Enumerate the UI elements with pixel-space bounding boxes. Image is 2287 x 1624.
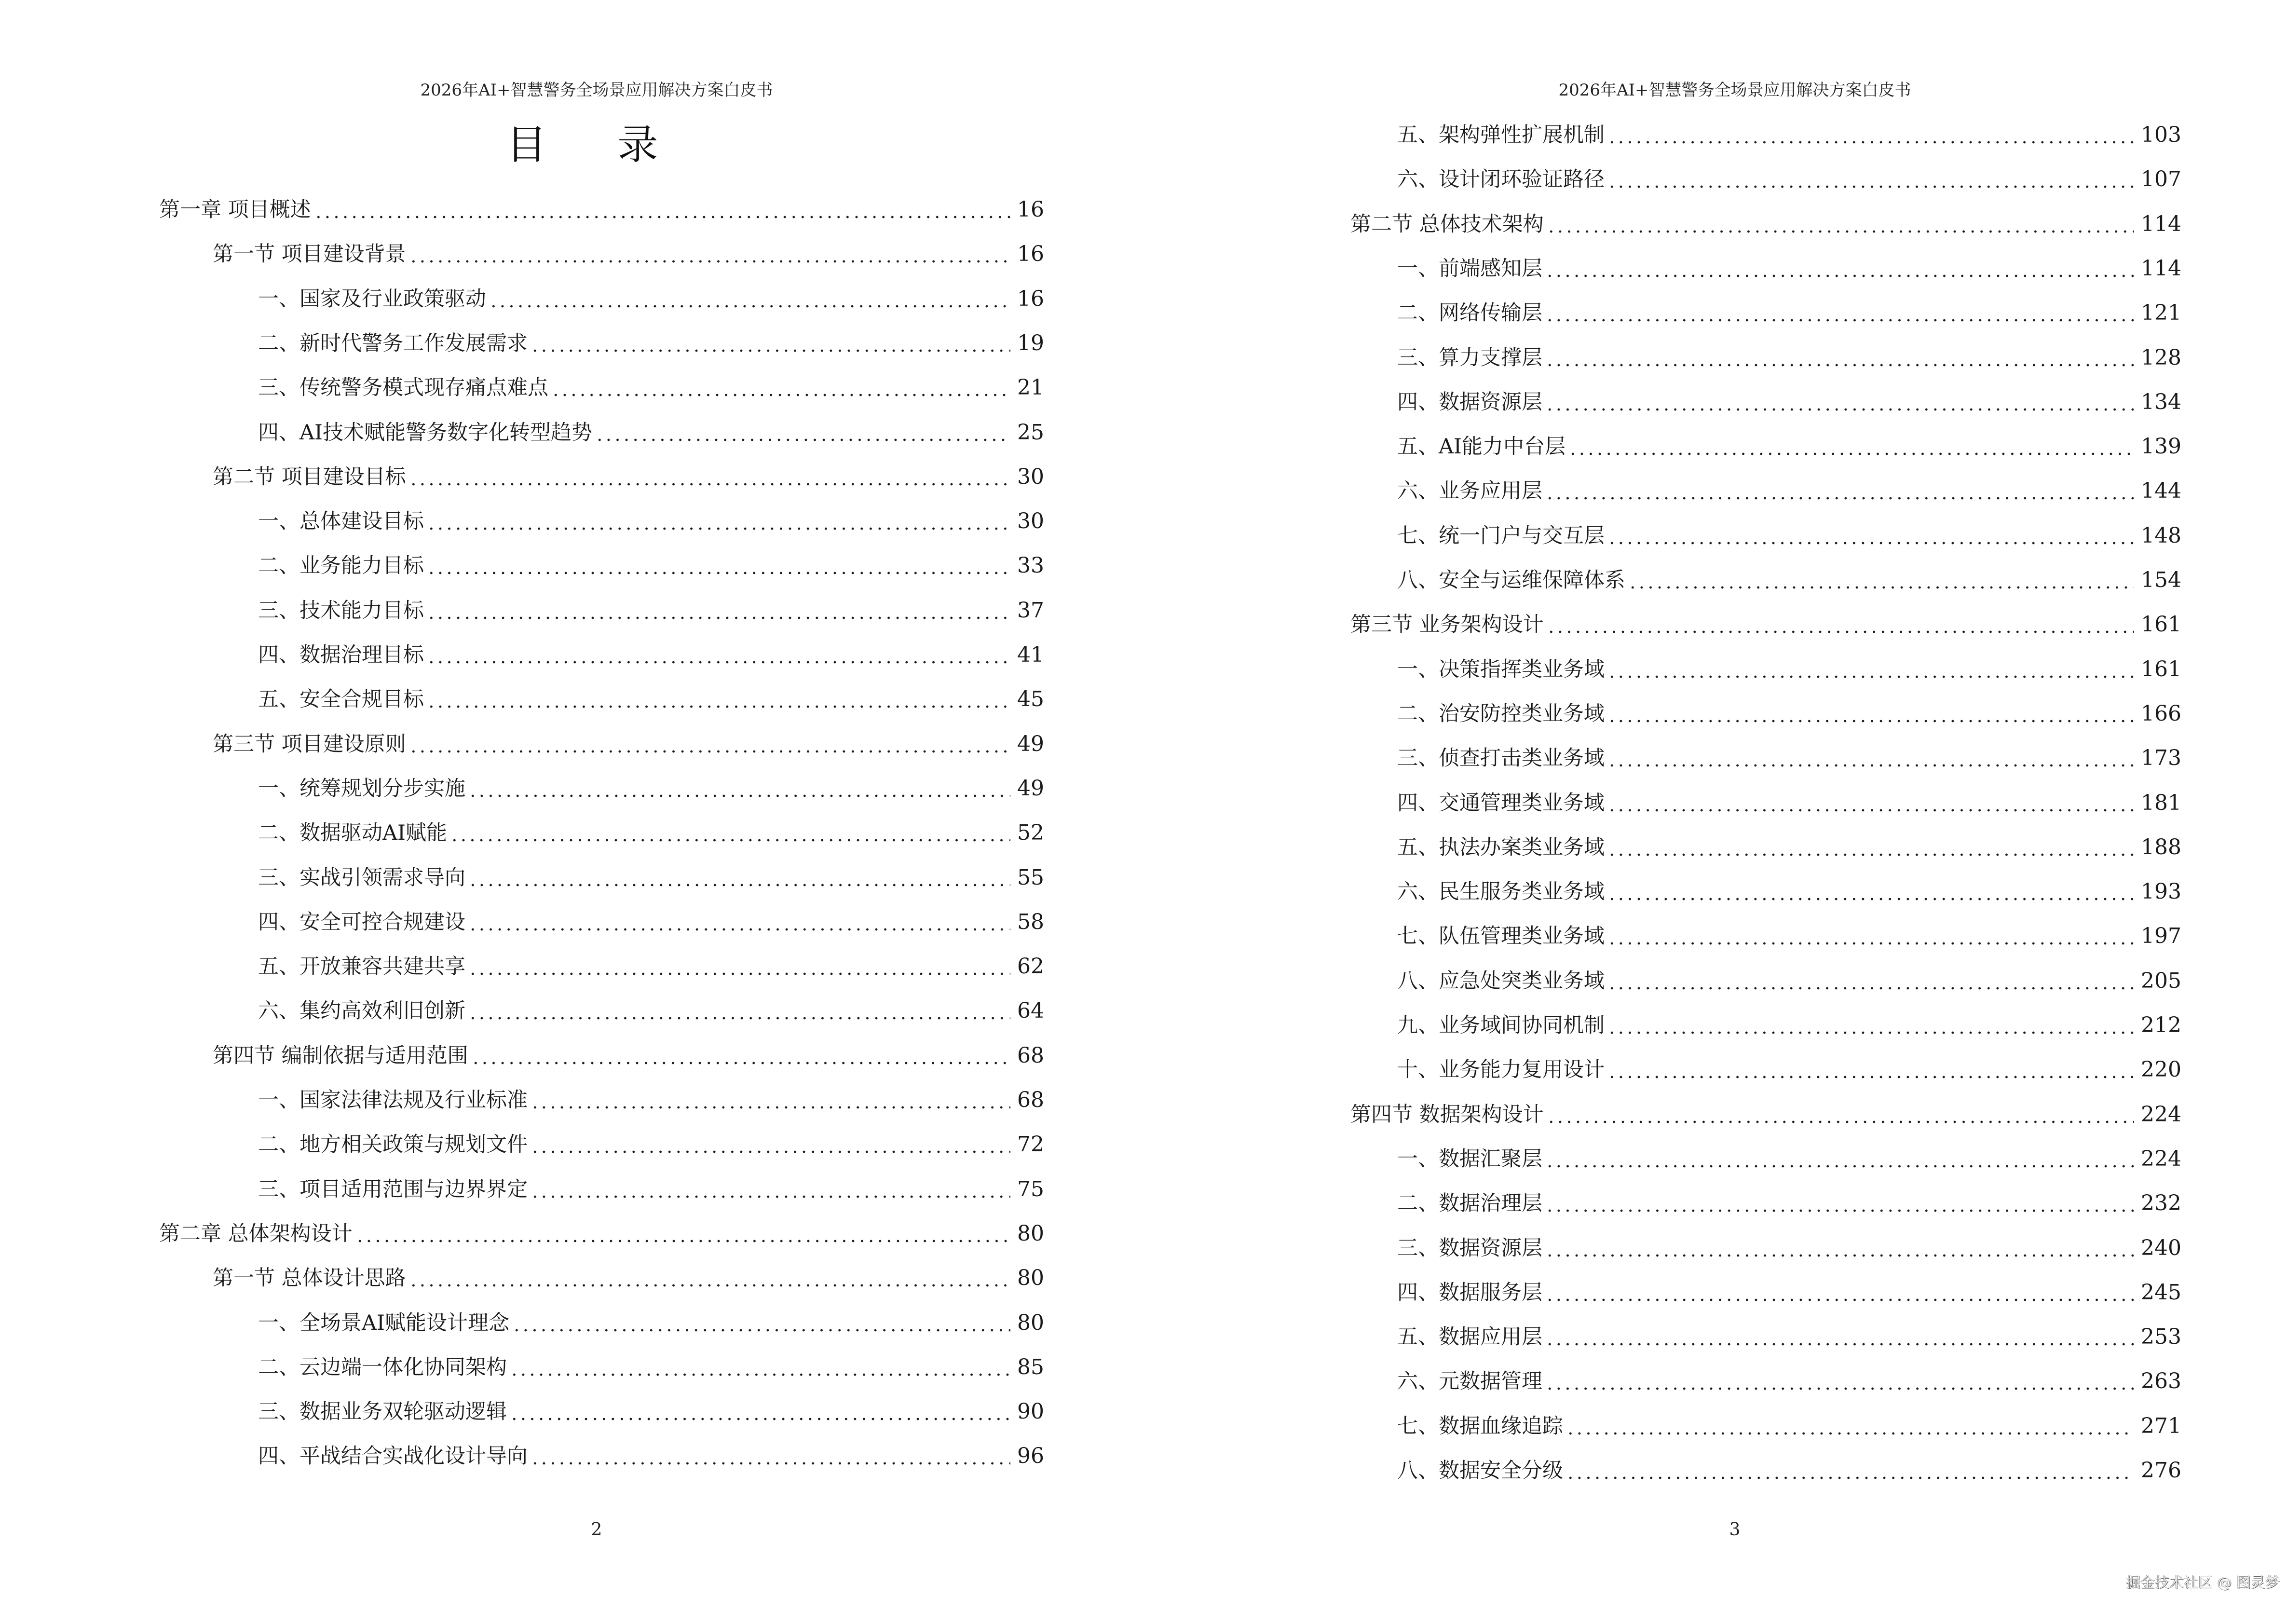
toc-entry-page-number: 75 [1017,1176,1044,1201]
dot-leader [1607,922,2134,951]
toc-entry-page-number: 37 [1017,598,1044,623]
dot-leader [489,285,1010,314]
dot-leader [427,507,1010,536]
toc-entry-label: 五、开放兼容共建共享 [258,955,465,979]
dot-leader [1545,254,2134,283]
toc-entry-page-number: 107 [2141,167,2181,192]
dot-leader [1607,121,2134,150]
dot-leader [595,418,1010,447]
toc-entry-page-number: 85 [1017,1354,1044,1379]
toc-subsection-entry[interactable] [1397,922,2181,951]
toc-subsection-entry[interactable] [1397,165,2181,194]
toc-entry-label: 第一章 项目概述 [159,198,311,222]
toc-entry-label: 二、数据治理层 [1397,1191,1542,1216]
toc-subsection-entry[interactable] [258,507,1044,536]
dot-leader [551,373,1010,402]
toc-entry-label: 二、网络传输层 [1397,301,1542,326]
toc-entry-label: 第三节 业务架构设计 [1350,613,1544,637]
toc-entry-label: 五、执法办案类业务域 [1397,835,1605,860]
toc-entry-label: 四、平战结合实战化设计导向 [258,1444,528,1469]
dot-leader [427,596,1010,625]
toc-subsection-entry[interactable] [1397,699,2181,728]
toc-subsection-entry[interactable] [1397,1412,2181,1441]
toc-entry-label: 九、业务域间协同机制 [1397,1013,1605,1037]
toc-entry-page-number: 128 [2141,345,2181,370]
toc-entry-page-number: 173 [2141,746,2181,771]
dot-leader [1547,1100,2134,1129]
toc-entry-page-number: 220 [2141,1057,2181,1082]
dot-leader [531,1130,1010,1159]
toc-entry-page-number: 181 [2141,790,2181,815]
toc-subsection-entry[interactable] [258,774,1044,803]
toc-subsection-entry[interactable] [1397,1145,2181,1174]
toc-entry-page-number: 68 [1017,1088,1044,1112]
toc-entry-page-number: 80 [1017,1310,1044,1335]
toc-subsection-entry[interactable] [258,996,1044,1025]
toc-subsection-entry[interactable] [258,1175,1044,1204]
toc-entry-label: 第一节 总体设计思路 [213,1266,406,1291]
dot-leader [409,1264,1010,1293]
toc-entry-label: 六、民生服务类业务域 [1397,880,1605,904]
toc-entry-label: 四、安全可控合规建设 [258,910,465,934]
toc-entry-label: 六、业务应用层 [1397,479,1542,504]
toc-subsection-entry[interactable] [258,908,1044,937]
toc-entry-page-number: 49 [1017,731,1044,756]
dot-leader [1545,1234,2134,1263]
dot-leader [531,1086,1010,1115]
toc-entry-label: 七、数据血缘追踪 [1397,1414,1563,1438]
toc-subsection-entry[interactable] [1397,1011,2181,1040]
page-number: 2 [591,1520,602,1540]
toc-entry-label: 三、数据资源层 [1397,1236,1542,1260]
toc-entry-page-number: 19 [1017,330,1044,355]
toc-entry-label: 八、安全与运维保障体系 [1397,568,1625,592]
toc-entry-label: 三、传统警务模式现存痛点难点 [258,376,548,400]
toc-section-entry[interactable] [213,1041,1044,1070]
toc-entry-label: 第二节 总体技术架构 [1350,212,1544,236]
dot-leader [531,1175,1010,1204]
toc-entry-label: 第一节 项目建设背景 [213,242,406,267]
toc-subsection-entry[interactable] [1397,877,2181,906]
toc-entry-page-number: 62 [1017,954,1044,979]
toc-entry-label: 一、统筹规划分步实施 [258,776,465,801]
toc-entry-label: 六、设计闭环验证路径 [1397,167,1605,192]
dot-leader [1545,1323,2134,1351]
toc-entry-label: 三、项目适用范围与边界界定 [258,1177,528,1201]
dot-leader [468,996,1010,1025]
toc-subsection-entry[interactable] [1397,343,2181,372]
toc-entry-page-number: 55 [1017,865,1044,890]
toc-entry-page-number: 161 [2141,612,2181,637]
toc-title: 目 录 [506,121,687,168]
dot-leader [1628,566,2134,595]
toc-entry-label: 三、技术能力目标 [258,598,424,623]
toc-entry-page-number: 154 [2141,568,2181,592]
dot-leader [427,685,1010,714]
toc-entry-page-number: 103 [2141,123,2181,147]
toc-entry-page-number: 240 [2141,1235,2181,1260]
dot-leader [409,730,1010,759]
dot-leader [1566,1456,2134,1485]
toc-entry-page-number: 68 [1017,1043,1044,1068]
dot-leader [1607,744,2134,773]
toc-entry-page-number: 80 [1017,1266,1044,1291]
dot-leader [314,195,1010,224]
toc-entry-page-number: 166 [2141,701,2181,726]
toc-entry-label: 一、国家及行业政策驱动 [258,287,486,311]
dot-leader [1545,1367,2134,1396]
dot-leader [1545,1189,2134,1218]
dot-leader [1607,699,2134,728]
dot-leader [468,863,1010,892]
toc-entry-label: 第四节 编制依据与适用范围 [213,1043,468,1068]
toc-entry-label: 五、AI能力中台层 [1397,435,1566,459]
toc-subsection-entry[interactable] [1397,1278,2181,1307]
toc-entry-page-number: 114 [2141,256,2181,281]
toc-entry-label: 五、架构弹性扩展机制 [1397,123,1605,147]
toc-entry-page-number: 276 [2141,1458,2181,1483]
running-header: 2026年AI+智慧警务全场景应用解决方案白皮书 [420,81,773,100]
toc-entry-page-number: 205 [2141,968,2181,993]
toc-subsection-entry[interactable] [258,329,1044,358]
toc-entry-page-number: 197 [2141,924,2181,949]
toc-subsection-entry[interactable] [1397,1234,2181,1263]
toc-entry-page-number: 161 [2141,656,2181,682]
dot-leader [427,641,1010,669]
toc-entry-page-number: 139 [2141,434,2181,459]
toc-section-entry[interactable] [213,1264,1044,1293]
toc-subsection-entry[interactable] [1397,388,2181,417]
toc-entry-page-number: 232 [2141,1191,2181,1216]
toc-entry-label: 第三节 项目建设原则 [213,732,406,756]
toc-entry-label: 一、决策指挥类业务域 [1397,657,1605,682]
toc-entry-label: 一、数据汇聚层 [1397,1146,1542,1171]
toc-entry-label: 四、数据治理目标 [258,643,424,667]
toc-entry-page-number: 90 [1017,1399,1044,1424]
toc-entry-label: 六、元数据管理 [1397,1369,1542,1394]
toc-section-entry[interactable] [213,240,1044,269]
toc-subsection-entry[interactable] [1397,1367,2181,1396]
dot-leader [1545,388,2134,417]
toc-entry-label: 三、侦查打击类业务域 [1397,746,1605,771]
toc-entry-page-number: 224 [2141,1146,2181,1171]
dot-leader [450,819,1010,847]
toc-entry-page-number: 212 [2141,1013,2181,1037]
toc-subsection-entry[interactable] [258,373,1044,402]
toc-subsection-entry[interactable] [258,1086,1044,1115]
toc-entry-label: 二、业务能力目标 [258,554,424,578]
toc-entry-page-number: 114 [2141,211,2181,236]
dot-leader [1607,1055,2134,1084]
toc-subsection-entry[interactable] [1397,655,2181,684]
running-header: 2026年AI+智慧警务全场景应用解决方案白皮书 [1558,81,1911,100]
toc-entry-label: 八、数据安全分级 [1397,1459,1563,1483]
toc-subsection-entry[interactable] [1397,1055,2181,1084]
toc-entry-page-number: 64 [1017,998,1044,1024]
toc-entry-page-number: 271 [2141,1413,2181,1438]
toc-subsection-entry[interactable] [258,1309,1044,1337]
toc-subsection-entry[interactable] [258,819,1044,847]
dot-leader [1545,1278,2134,1307]
toc-entry-page-number: 253 [2141,1324,2181,1350]
toc-entry-page-number: 263 [2141,1369,2181,1394]
dot-leader [1545,299,2134,328]
page-number: 3 [1729,1520,1741,1540]
toc-subsection-entry[interactable] [258,1130,1044,1159]
toc-subsection-entry[interactable] [258,418,1044,447]
toc-entry-label: 二、云边端一体化协同架构 [258,1355,507,1379]
toc-entry-page-number: 148 [2141,523,2181,548]
toc-entry-page-number: 16 [1017,197,1044,222]
toc-entry-page-number: 72 [1017,1132,1044,1157]
toc-entry-page-number: 45 [1017,687,1044,712]
toc-entry-label: 第四节 数据架构设计 [1350,1102,1544,1127]
toc-entry-label: 四、数据服务层 [1397,1280,1542,1305]
dot-leader [531,1442,1010,1471]
dot-leader [427,551,1010,580]
toc-entry-label: 一、总体建设目标 [258,509,424,534]
toc-entry-label: 四、交通管理类业务域 [1397,791,1605,815]
toc-section-entry[interactable] [213,730,1044,759]
dot-leader [409,240,1010,269]
toc-section-entry[interactable] [1350,210,2181,239]
dot-leader [1607,967,2134,996]
dot-leader [1545,343,2134,372]
dot-leader [1607,877,2134,906]
toc-chapter-entry[interactable] [159,1219,1044,1248]
toc-entry-label: 一、前端感知层 [1397,256,1542,281]
toc-subsection-entry[interactable] [1397,833,2181,862]
toc-entry-label: 五、数据应用层 [1397,1325,1542,1350]
toc-entry-page-number: 30 [1017,509,1044,534]
toc-entry-page-number: 49 [1017,776,1044,801]
toc-entry-page-number: 224 [2141,1102,2181,1127]
dot-leader [1547,210,2134,239]
toc-entry-label: 五、安全合规目标 [258,687,424,712]
toc-entry-label: 一、国家法律法规及行业标准 [258,1088,528,1112]
page-3 [1144,0,2287,1624]
toc-subsection-entry[interactable] [1397,967,2181,996]
toc-entry-label: 六、集约高效利旧创新 [258,999,465,1024]
toc-entry-label: 一、全场景AI赋能设计理念 [258,1310,510,1335]
dot-leader [510,1397,1010,1426]
toc-subsection-entry[interactable] [1397,432,2181,461]
dot-leader [1607,165,2134,194]
toc-entry-label: 二、治安防控类业务域 [1397,701,1605,726]
dot-leader [1607,1011,2134,1040]
toc-entry-page-number: 58 [1017,909,1044,934]
toc-section-entry[interactable] [1350,610,2181,639]
toc-subsection-entry[interactable] [1397,789,2181,818]
dot-leader [1607,655,2134,684]
toc-entry-page-number: 193 [2141,879,2181,904]
toc-subsection-entry[interactable] [258,641,1044,669]
toc-entry-page-number: 33 [1017,553,1044,578]
toc-subsection-entry[interactable] [258,551,1044,580]
toc-subsection-entry[interactable] [1397,254,2181,283]
dot-leader [510,1353,1010,1382]
dot-leader [512,1309,1010,1337]
toc-entry-page-number: 144 [2141,478,2181,504]
toc-subsection-entry[interactable] [1397,1456,2181,1485]
dot-leader [1568,432,2134,461]
toc-entry-label: 第二章 总体架构设计 [159,1221,353,1246]
toc-entry-page-number: 245 [2141,1280,2181,1305]
dot-leader [1545,1145,2134,1174]
toc-entry-label: 三、实战引领需求导向 [258,865,465,890]
toc-subsection-entry[interactable] [258,1442,1044,1471]
dot-leader [1607,521,2134,550]
toc-subsection-entry[interactable] [1397,299,2181,328]
toc-subsection-entry[interactable] [258,1397,1044,1426]
toc-chapter-entry[interactable] [159,195,1044,224]
toc-entry-page-number: 16 [1017,242,1044,267]
toc-entry-label: 七、统一门户与交互层 [1397,523,1605,548]
toc-entry-page-number: 188 [2141,834,2181,860]
toc-entry-label: 三、数据业务双轮驱动逻辑 [258,1400,507,1424]
dot-leader [1566,1412,2134,1441]
toc-entry-label: 二、地方相关政策与规划文件 [258,1133,528,1157]
toc-entry-label: 八、应急处突类业务域 [1397,969,1605,993]
toc-section-entry[interactable] [213,463,1044,491]
toc-entry-page-number: 52 [1017,820,1044,846]
toc-entry-label: 七、队伍管理类业务域 [1397,924,1605,949]
toc-subsection-entry[interactable] [258,285,1044,314]
toc-subsection-entry[interactable] [258,952,1044,981]
toc-entry-label: 三、算力支撑层 [1397,345,1542,370]
dot-leader [468,908,1010,937]
toc-subsection-entry[interactable] [258,863,1044,892]
toc-subsection-entry[interactable] [258,1353,1044,1382]
dot-leader [1607,833,2134,862]
toc-entry-label: 四、数据资源层 [1397,390,1542,414]
dot-leader [471,1041,1010,1070]
toc-entry-page-number: 121 [2141,300,2181,326]
toc-subsection-entry[interactable] [1397,521,2181,550]
toc-subsection-entry[interactable] [1397,566,2181,595]
toc-subsection-entry[interactable] [258,685,1044,714]
toc-subsection-entry[interactable] [1397,1323,2181,1351]
dot-leader [1545,477,2134,505]
watermark: 掘金技术社区 @ 图灵梦 [2126,1574,2280,1591]
toc-subsection-entry[interactable] [1397,477,2181,505]
toc-subsection-entry[interactable] [1397,1189,2181,1218]
toc-entry-page-number: 25 [1017,420,1044,445]
toc-entry-label: 四、AI技术赋能警务数字化转型趋势 [258,420,593,445]
toc-entry-page-number: 96 [1017,1444,1044,1469]
toc-entry-label: 十、业务能力复用设计 [1397,1058,1605,1082]
toc-entry-label: 二、新时代警务工作发展需求 [258,331,528,355]
toc-entry-page-number: 21 [1017,375,1044,400]
dot-leader [1607,789,2134,818]
toc-entry-page-number: 134 [2141,389,2181,414]
toc-section-entry[interactable] [1350,1100,2181,1129]
toc-subsection-entry[interactable] [258,596,1044,625]
toc-subsection-entry[interactable] [1397,744,2181,773]
toc-entry-label: 第二节 项目建设目标 [213,464,406,489]
dot-leader [531,329,1010,358]
toc-entry-label: 二、数据驱动AI赋能 [258,821,448,846]
dot-leader [468,952,1010,981]
toc-entry-page-number: 80 [1017,1221,1044,1246]
toc-subsection-entry[interactable] [1397,121,2181,150]
dot-leader [355,1219,1010,1248]
dot-leader [409,463,1010,491]
toc-entry-page-number: 30 [1017,464,1044,489]
toc-entry-page-number: 16 [1017,286,1044,311]
dot-leader [468,774,1010,803]
toc-entry-page-number: 41 [1017,642,1044,667]
dot-leader [1547,610,2134,639]
